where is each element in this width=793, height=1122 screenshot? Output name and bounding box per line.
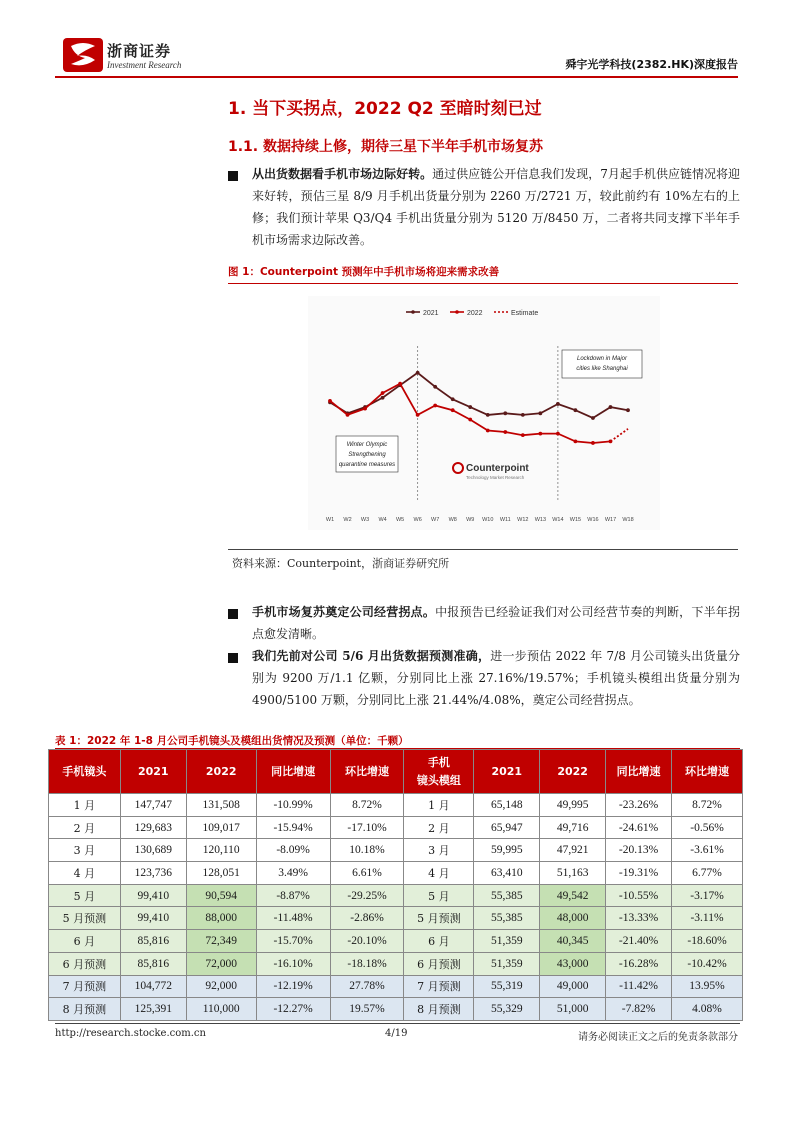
data-point [574,440,578,444]
annotation-text: cities like Shanghai [576,366,628,372]
paragraph-3 [252,645,740,711]
legend-label: 2022 [467,310,483,317]
footer-disclaimer: 请务必阅读正文之后的免责条款部分 [578,1032,738,1043]
table-cell: 4 月 [49,862,121,885]
table-cell: -12.27% [256,998,330,1021]
table-row [49,884,743,907]
table-cell: -2.86% [330,907,404,930]
table-header-cell: 同比增速 [256,750,330,794]
table-header-cell: 手机镜头 [49,750,121,794]
annotation-text: Lockdown in Major [576,356,628,362]
figure-source: 资料来源：Counterpoint，浙商证券研究所 [232,557,450,570]
table-cell: 7 月预测 [404,975,474,998]
table-row [49,794,743,817]
table-cell: -10.99% [256,794,330,817]
paragraph-2-lead: 手机市场复苏奠定公司经营拐点。 [252,605,436,619]
table-cell: 129,683 [120,816,186,839]
header-divider [55,76,738,78]
annotation-text: quarantine measures [338,462,396,468]
data-point [346,413,350,417]
table-cell: 51,359 [474,952,540,975]
table-cell: 2 月 [49,816,121,839]
annotation-box [562,350,642,378]
table-header-cell: 环比增速 [330,750,404,794]
table-cell: 27.78% [330,975,404,998]
page-number: 4/19 [385,1028,408,1039]
data-point [521,433,525,437]
table-cell: 3 月 [49,839,121,862]
table-cell: 40,345 [540,930,606,953]
table-cell: 7 月预测 [49,975,121,998]
data-point [556,402,560,406]
paragraph-2-body: 中报预告已经验证我们对公司经营节奏的判断，下半年拐点愈发清晰。 [252,605,740,641]
data-point [591,441,595,445]
table-cell: 120,110 [186,839,256,862]
table-cell: 6 月预测 [404,952,474,975]
table-cell: 85,816 [120,930,186,953]
table-cell: 6.61% [330,862,404,885]
data-point [381,391,385,395]
table-cell: -7.82% [606,998,672,1021]
data-point [591,416,595,420]
data-point [556,432,560,436]
table-cell: 5 月 [49,884,121,907]
data-point [468,418,472,422]
table-cell: 48,000 [540,907,606,930]
table-cell: 55,385 [474,907,540,930]
data-point [381,396,385,400]
table-cell: 2 月 [404,816,474,839]
table-cell: 49,716 [540,816,606,839]
data-point [433,385,437,389]
table-cell: -15.70% [256,930,330,953]
x-tick-label: W4 [378,517,387,523]
line-chart [308,296,660,530]
x-tick-label: W10 [482,517,494,523]
table-cell: -0.56% [672,816,743,839]
data-point [433,404,437,408]
paragraph-3-body: 进一步预估 2022 年 7/8 月公司镜头出货量分别为 9200 万/1.1 亿颗，分别同比上涨 27.16%/19.57%；手机镜头模组出货量分别为 4900/5100 万颗，分别同比上涨 21.44%/4.08%，奠定公司经营拐点。 [252,649,740,707]
table-cell: 6.77% [672,862,743,885]
table-cell: 99,410 [120,884,186,907]
data-point [363,407,367,411]
x-tick-label: W7 [431,517,440,523]
table-header-cell: 2022 [186,750,256,794]
table-cell: 1 月 [404,794,474,817]
table-cell: -16.10% [256,952,330,975]
table-row [49,839,743,862]
legend-marker [411,310,415,314]
table-header-cell: 2021 [474,750,540,794]
figure-divider [228,283,738,284]
legend-label: Estimate [511,310,539,317]
data-point [328,399,332,403]
table-cell: 8.72% [672,794,743,817]
table-cell: 6 月预测 [49,952,121,975]
data-point [398,382,402,386]
table-cell: 128,051 [186,862,256,885]
data-point [609,405,613,409]
x-tick-label: W1 [325,517,335,523]
watermark-text: Counterpoint [466,463,529,474]
table-cell: 10.18% [330,839,404,862]
table-header-cell: 2021 [120,750,186,794]
data-point [451,397,455,401]
table-cell: 55,329 [474,998,540,1021]
table-cell: 5 月预测 [404,907,474,930]
footer-url[interactable]: http://research.stocke.com.cn [55,1028,206,1039]
table-cell: -11.48% [256,907,330,930]
data-point [486,413,490,417]
source-divider [228,549,738,550]
table-cell: 6 月 [49,930,121,953]
table-cell: 123,736 [120,862,186,885]
table-cell: 59,995 [474,839,540,862]
table-cell: 3.49% [256,862,330,885]
table-cell: 125,391 [120,998,186,1021]
table-row [49,907,743,930]
x-tick-label: W8 [448,517,457,523]
subsection-heading: 1.1. 数据持续上修，期待三星下半年手机市场复苏 [228,139,543,155]
table-cell: 72,349 [186,930,256,953]
table-header-cell: 环比增速 [672,750,743,794]
table-row [49,930,743,953]
x-tick-label: W15 [569,517,582,523]
report-title: 舜宇光学科技(2382.HK)深度报告 [565,58,738,71]
paragraph-1-lead: 从出货数据看手机市场边际好转。 [252,167,433,181]
table-cell: 104,772 [120,975,186,998]
table-cell: -21.40% [606,930,672,953]
data-point [486,429,490,433]
table-row [49,952,743,975]
table-cell: 4 月 [404,862,474,885]
x-tick-label: W5 [395,517,405,523]
watermark-subtext: Technology Market Research [466,475,525,480]
x-tick-label: W17 [604,517,617,523]
shipment-table [48,749,743,1021]
table-cell: -24.61% [606,816,672,839]
data-point [574,408,578,412]
table-cell: 8 月预测 [49,998,121,1021]
table-cell: 43,000 [540,952,606,975]
table-cell: -18.60% [672,930,743,953]
table-cell: 6 月 [404,930,474,953]
table-cell: 51,000 [540,998,606,1021]
footer-divider [55,1023,740,1024]
paragraph-2 [252,601,740,645]
table-cell: 55,319 [474,975,540,998]
x-tick-label: W14 [552,517,564,523]
table-cell: 49,000 [540,975,606,998]
x-tick-label: W11 [499,517,511,523]
table-cell: 51,359 [474,930,540,953]
table-cell: 99,410 [120,907,186,930]
x-tick-label: W18 [622,517,634,523]
annotation-text: Strengthening [348,452,386,458]
table-cell: 19.57% [330,998,404,1021]
x-tick-label: W13 [534,517,547,523]
table-cell: 4.08% [672,998,743,1021]
table-cell: 88,000 [186,907,256,930]
table-cell: -3.11% [672,907,743,930]
table-row [49,975,743,998]
table-cell: -20.10% [330,930,404,953]
table-cell: 1 月 [49,794,121,817]
data-point [626,408,630,412]
table-header-cell: 同比增速 [606,750,672,794]
table-cell: 65,947 [474,816,540,839]
data-point [538,411,542,415]
bullet-icon [228,609,238,619]
chart-svg [308,296,660,530]
table-cell: 51,163 [540,862,606,885]
data-point [468,405,472,409]
table-cell: -8.09% [256,839,330,862]
table-cell: 90,594 [186,884,256,907]
table-cell: -16.28% [606,952,672,975]
paragraph-1 [252,163,740,251]
x-tick-label: W12 [517,517,529,523]
table-cell: -15.94% [256,816,330,839]
table-cell: 131,508 [186,794,256,817]
table-cell: 13.95% [672,975,743,998]
table-cell: 85,816 [120,952,186,975]
annotation-text: Winter Olympic [346,442,388,448]
table-cell: -3.61% [672,839,743,862]
table-cell: -23.26% [606,794,672,817]
data-point [538,432,542,436]
data-point [503,411,507,415]
table-cell: 65,148 [474,794,540,817]
data-point [416,413,420,417]
table-cell: -19.31% [606,862,672,885]
logo-icon [63,38,103,72]
table-cell: -3.17% [672,884,743,907]
table-cell: -10.55% [606,884,672,907]
x-tick-label: W16 [587,517,599,523]
table-cell: 8.72% [330,794,404,817]
paragraph-3-lead: 我们先前对公司 5/6 月出货数据预测准确， [252,649,491,663]
table-row [49,998,743,1021]
table-header-cell: 2022 [540,750,606,794]
table-title: 表 1：2022 年 1-8 月公司手机镜头及模组出货情况及预测（单位：千颗） [55,735,409,747]
table-cell: 3 月 [404,839,474,862]
paragraph-1-body: 通过供应链公开信息我们发现，7月起手机供应链情况将迎来好转，预估三星 8/9 月手机出货量分别为 2260 万/2721 万，较此前约有 10%左右的上修；我们预计苹果 Q3/Q4 手机出货量分别为 5120 万/8450 万，二者将共同支撑下半年手机市场需求边际改善。 [252,167,740,247]
logo-name-en: Investment Research [107,60,182,70]
table-cell: 49,542 [540,884,606,907]
table-cell: 109,017 [186,816,256,839]
table-cell: 49,995 [540,794,606,817]
table-cell: -29.25% [330,884,404,907]
table-cell: 5 月 [404,884,474,907]
table-cell: -11.42% [606,975,672,998]
data-point [416,371,420,375]
table-cell: 55,385 [474,884,540,907]
table-cell: 130,689 [120,839,186,862]
table-cell: 147,747 [120,794,186,817]
data-point [451,408,455,412]
table-header-row [49,750,743,794]
x-tick-label: W9 [466,517,475,523]
table-cell: -20.13% [606,839,672,862]
legend-label: 2021 [423,310,439,317]
table-cell: -18.18% [330,952,404,975]
table-row [49,816,743,839]
table-row [49,862,743,885]
table-cell: -13.33% [606,907,672,930]
table-cell: 92,000 [186,975,256,998]
data-point [503,430,507,434]
table-cell: 8 月预测 [404,998,474,1021]
table-cell: 63,410 [474,862,540,885]
table-header-cell: 手机 镜头模组 [404,750,474,794]
table-cell: 110,000 [186,998,256,1021]
table-cell: 5 月预测 [49,907,121,930]
data-point [521,413,525,417]
table-cell: -8.87% [256,884,330,907]
x-tick-label: W6 [413,517,422,523]
x-tick-label: W2 [343,517,352,523]
bullet-icon [228,171,238,181]
bullet-icon [228,653,238,663]
legend-marker [455,310,459,314]
table-cell: 47,921 [540,839,606,862]
figure-title: 图 1：Counterpoint 预测年中手机市场将迎来需求改善 [228,266,500,278]
x-tick-label: W3 [360,517,370,523]
table-cell: -17.10% [330,816,404,839]
table-cell: 72,000 [186,952,256,975]
logo-name-cn: 浙商证券 [107,42,172,60]
section-heading: 1. 当下买拐点，2022 Q2 至暗时刻已过 [228,99,542,119]
table-cell: -12.19% [256,975,330,998]
table-cell: -10.42% [672,952,743,975]
page-header [55,30,738,76]
